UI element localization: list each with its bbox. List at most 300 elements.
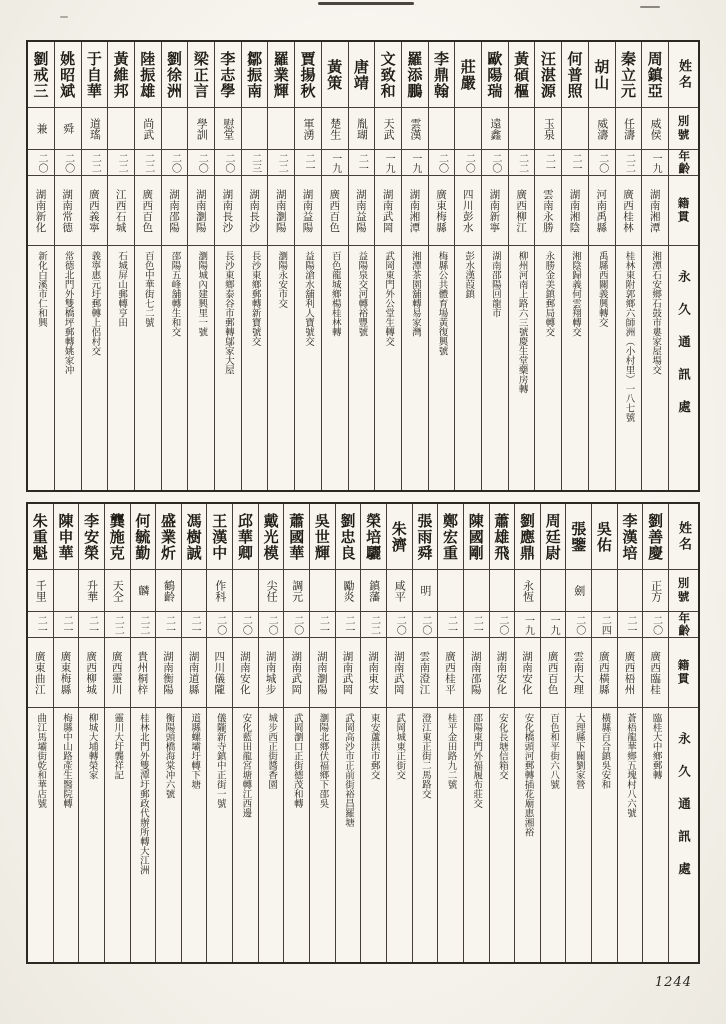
person-age xyxy=(188,150,214,176)
person-alias xyxy=(105,570,130,612)
person-native-text: 廣西百色 xyxy=(141,188,154,233)
person-alias xyxy=(295,108,321,150)
person-address-text: 柳州河南上路六三號慶生堂藥房轉 xyxy=(516,251,528,394)
person-alias xyxy=(242,108,268,150)
person-address-text: 武岡東門外公堂生轉交 xyxy=(383,251,395,346)
person-alias-text: 咸平 xyxy=(393,579,407,602)
person-address xyxy=(28,708,53,962)
person-native-text: 湖南瀏陽 xyxy=(315,650,328,695)
person-age xyxy=(643,612,668,638)
person-age xyxy=(156,612,181,638)
person-native xyxy=(310,638,335,708)
person-address-text: 彭水漢葭鎮 xyxy=(463,251,475,299)
header-label-alias xyxy=(669,570,698,612)
person-name-text: 蕭國華 xyxy=(287,512,306,561)
person-alias xyxy=(566,570,591,612)
person-name-text: 汪湛源 xyxy=(538,50,557,99)
person-address-text: 衡陽頭橋海棠冲六號 xyxy=(163,713,175,799)
person-age-text: 二〇 xyxy=(222,152,234,173)
person-address xyxy=(182,708,207,962)
person-alias xyxy=(535,108,561,150)
person-column xyxy=(181,504,207,962)
person-alias-text: 慰堂 xyxy=(221,117,235,140)
person-column xyxy=(294,42,321,490)
person-column xyxy=(28,42,54,490)
person-address xyxy=(54,708,79,962)
person-column xyxy=(155,504,181,962)
person-native-text: 湖南邵陽 xyxy=(469,650,482,695)
person-name-text: 黃策 xyxy=(325,58,344,91)
person-name-text: 盛業炘 xyxy=(159,512,177,561)
person-alias xyxy=(322,108,348,150)
person-name-text: 吳佑 xyxy=(594,520,613,553)
person-native-text: 湖南城步 xyxy=(264,650,277,695)
person-alias xyxy=(182,570,207,612)
person-alias xyxy=(162,108,188,150)
person-age xyxy=(413,612,438,638)
person-age-text: 二一 xyxy=(35,614,47,635)
person-column xyxy=(463,504,489,962)
person-age xyxy=(108,150,134,176)
person-alias-text: 升華 xyxy=(85,579,99,602)
person-alias xyxy=(375,108,401,150)
person-age-text: 二二 xyxy=(112,614,124,635)
person-age-text: 二〇 xyxy=(291,614,303,635)
person-alias xyxy=(509,108,535,150)
person-native xyxy=(642,176,668,246)
person-native-text: 湖南東安 xyxy=(367,650,380,695)
person-name xyxy=(566,504,591,570)
person-native xyxy=(541,638,566,708)
person-column xyxy=(437,504,463,962)
person-native xyxy=(413,638,438,708)
person-native xyxy=(349,176,375,246)
person-native xyxy=(429,176,455,246)
person-name xyxy=(592,504,617,570)
person-name-text: 劉善慶 xyxy=(646,512,665,561)
person-age-text: 二二 xyxy=(276,152,288,173)
person-age-text: 二一 xyxy=(356,152,368,173)
person-native xyxy=(402,176,428,246)
person-address-text: 安化藍田龍宮塘轉江西邊 xyxy=(240,713,252,818)
person-address xyxy=(135,246,161,490)
person-address-text: 安化橋頭河郵轉插花廟惠湘裕 xyxy=(522,713,534,837)
person-address xyxy=(589,246,615,490)
person-column xyxy=(561,42,588,490)
person-name-text: 賈揚秋 xyxy=(298,50,317,99)
person-age xyxy=(82,150,108,176)
person-name-text: 梁正言 xyxy=(191,50,210,99)
person-alias xyxy=(482,108,508,150)
person-native xyxy=(259,638,284,708)
person-name-text: 張雨舜 xyxy=(415,512,434,561)
person-column xyxy=(81,42,108,490)
person-name xyxy=(349,42,375,108)
person-column xyxy=(591,504,617,962)
person-alias-text: 學訓 xyxy=(195,117,209,140)
person-address xyxy=(28,246,54,490)
person-age xyxy=(589,150,615,176)
person-name-text: 黃維邦 xyxy=(111,50,130,99)
person-age-text: 一九 xyxy=(522,614,534,635)
person-address-text: 城步西正街醬香園 xyxy=(266,713,278,789)
person-native xyxy=(616,176,642,246)
header-label-age xyxy=(669,150,698,176)
person-name xyxy=(156,504,181,570)
person-age-text: 二〇 xyxy=(240,614,252,635)
person-age-text: 二〇 xyxy=(196,152,208,173)
person-native-text: 貴州桐梓 xyxy=(136,650,149,695)
person-alias-text: 道瑤 xyxy=(88,117,102,140)
person-native-text: 廣西柳江 xyxy=(515,188,528,233)
person-age-text: 二〇 xyxy=(214,614,226,635)
person-age-text: 二一 xyxy=(625,614,637,635)
person-address-text: 瀏陽永安市交 xyxy=(276,251,288,308)
person-name-text: 朱重魁 xyxy=(30,512,49,561)
person-address xyxy=(562,246,588,490)
person-alias xyxy=(259,570,284,612)
person-address xyxy=(349,246,375,490)
person-native-text: 廣西桂林 xyxy=(621,188,634,233)
person-address-text: 東安蘆洪市郵交 xyxy=(368,713,380,780)
person-address xyxy=(482,246,508,490)
person-native xyxy=(515,638,540,708)
person-age-text: 一九 xyxy=(329,152,341,173)
person-age xyxy=(28,612,53,638)
person-native xyxy=(592,638,617,708)
person-name-text: 唐靖 xyxy=(351,58,370,91)
person-name xyxy=(455,42,481,108)
person-name-text: 莊嚴 xyxy=(458,58,477,91)
person-alias xyxy=(642,108,668,150)
person-alias xyxy=(310,570,335,612)
header-label-age xyxy=(669,612,698,638)
person-name-text: 何普照 xyxy=(565,50,584,99)
person-native-text: 四川儀隴 xyxy=(213,650,226,695)
person-native xyxy=(207,638,232,708)
person-native xyxy=(54,638,79,708)
person-native-text: 廣西百色 xyxy=(328,188,341,233)
person-name xyxy=(82,42,108,108)
person-native-text: 湖南衡陽 xyxy=(162,650,174,695)
person-address-text: 靈川大圩龔祥記 xyxy=(112,713,124,780)
person-address xyxy=(535,246,561,490)
person-age-text: 二〇 xyxy=(266,614,278,635)
person-native xyxy=(562,176,588,246)
person-age xyxy=(295,150,321,176)
person-column xyxy=(134,42,161,490)
person-alias-text: 調元 xyxy=(290,579,304,602)
person-age-text: 二一 xyxy=(570,152,582,173)
person-age xyxy=(361,612,386,638)
person-age-text: 二二 xyxy=(623,152,635,173)
person-column xyxy=(401,42,428,490)
person-column xyxy=(508,42,535,490)
person-alias-text: 兼 xyxy=(34,123,48,134)
person-alias xyxy=(515,570,540,612)
person-address xyxy=(438,708,463,962)
person-age-text: 二一 xyxy=(303,152,314,173)
person-address xyxy=(242,246,268,490)
person-alias xyxy=(464,570,489,612)
header-label-native xyxy=(669,176,698,246)
person-name xyxy=(322,42,348,108)
person-name xyxy=(55,42,81,108)
person-age xyxy=(54,612,79,638)
person-native xyxy=(215,176,241,246)
person-name xyxy=(490,504,515,570)
person-name xyxy=(387,504,412,570)
person-address-text: 湘潭石安鄉石鼓市婁家屋場交 xyxy=(650,251,662,375)
person-name-text: 劉徐洲 xyxy=(164,50,183,99)
person-native-text: 湖南湘陰 xyxy=(568,188,581,233)
person-native xyxy=(108,176,134,246)
person-name xyxy=(642,42,668,108)
person-name xyxy=(242,42,268,108)
person-column xyxy=(161,42,188,490)
person-native-text: 廣東曲江 xyxy=(33,650,46,695)
header-label-address xyxy=(669,246,698,490)
person-name-text: 馮樹誠 xyxy=(184,512,203,561)
person-name-text: 何毓勤 xyxy=(133,512,152,561)
person-age-text: 一九 xyxy=(548,614,560,635)
person-name-text: 邱華卿 xyxy=(235,512,254,561)
person-address xyxy=(162,246,188,490)
person-native xyxy=(28,638,53,708)
person-name xyxy=(284,504,309,570)
person-address xyxy=(592,708,617,962)
person-native xyxy=(82,176,108,246)
person-address xyxy=(515,708,540,962)
header-label-native-text: 籍貫 xyxy=(676,659,691,686)
person-name-text: 戴光模 xyxy=(261,512,280,561)
person-native xyxy=(28,176,54,246)
header-label-alias-text: 別號 xyxy=(676,577,691,604)
person-age xyxy=(429,150,455,176)
person-alias xyxy=(592,570,617,612)
header-label-name-text: 姓名 xyxy=(676,520,691,553)
person-age-text: 二〇 xyxy=(436,152,448,173)
person-address xyxy=(455,246,481,490)
person-age xyxy=(642,150,668,176)
person-native xyxy=(643,638,668,708)
person-name xyxy=(162,42,188,108)
person-alias xyxy=(387,570,412,612)
directory-table-bottom xyxy=(26,502,700,964)
person-native xyxy=(387,638,412,708)
person-alias-text: 尖任 xyxy=(265,579,279,602)
person-alias xyxy=(349,108,375,150)
person-alias xyxy=(233,570,258,612)
person-address xyxy=(387,708,412,962)
person-address-text: 儀隴新寺鎮中正街一號 xyxy=(214,713,226,808)
person-age-text: 一九 xyxy=(383,152,395,173)
person-column xyxy=(104,504,130,962)
person-age-text: 二二 xyxy=(137,614,149,635)
person-native xyxy=(482,176,508,246)
person-alias xyxy=(402,108,428,150)
person-address-text: 梅縣中山路產生醫院轉 xyxy=(60,713,72,808)
person-name xyxy=(413,504,438,570)
person-address xyxy=(361,708,386,962)
person-age-text: 二〇 xyxy=(35,152,47,173)
person-age xyxy=(131,612,156,638)
person-age-text: 二一 xyxy=(342,614,354,635)
person-address-text: 瀏陽城內建興里一號 xyxy=(196,251,208,337)
person-address-text: 湖南邵陽回龍市 xyxy=(489,251,501,318)
person-age-text: 二一 xyxy=(445,614,457,635)
person-age-text: 一九 xyxy=(409,152,421,173)
person-column xyxy=(454,42,481,490)
person-name-text: 劉忠良 xyxy=(338,512,357,561)
person-address xyxy=(413,708,438,962)
person-name-text: 朱濟 xyxy=(389,520,408,553)
person-name xyxy=(28,504,53,570)
person-address xyxy=(105,708,130,962)
person-address-text: 安化長塘信箱交 xyxy=(496,713,508,780)
person-column xyxy=(53,504,79,962)
person-alias-text: 正方 xyxy=(649,579,663,602)
person-name-text: 劉應鼎 xyxy=(517,512,536,561)
person-age xyxy=(482,150,508,176)
person-address xyxy=(233,708,258,962)
person-native xyxy=(79,638,104,708)
person-native-text: 廣西柳城 xyxy=(85,650,98,695)
person-alias xyxy=(616,108,642,150)
person-age-text: 二二 xyxy=(116,152,128,173)
person-native xyxy=(618,638,643,708)
person-native-text: 湖南長沙 xyxy=(248,188,261,233)
person-address xyxy=(284,708,309,962)
person-age xyxy=(215,150,241,176)
person-age xyxy=(28,150,54,176)
person-alias xyxy=(562,108,588,150)
person-column xyxy=(481,42,508,490)
person-name xyxy=(464,504,489,570)
person-age-text: 二〇 xyxy=(596,152,608,173)
person-alias-text: 尚武 xyxy=(141,117,155,140)
person-name-text: 周廷尉 xyxy=(543,512,562,561)
person-address xyxy=(215,246,241,490)
person-name-text: 黃碩樞 xyxy=(512,50,531,99)
person-address-text: 邵陽東門外福履布莊交 xyxy=(471,713,483,808)
person-age xyxy=(336,612,361,638)
person-native xyxy=(284,638,309,708)
person-address-text: 百色中華街七二號 xyxy=(142,251,154,327)
person-address-text: 橫縣百合鎮吳安和 xyxy=(599,713,611,789)
person-address-text: 瀏陽北鄉伏福鄉下邵吳 xyxy=(317,713,329,808)
person-age xyxy=(464,612,489,638)
person-address xyxy=(55,246,81,490)
person-address xyxy=(336,708,361,962)
person-address xyxy=(402,246,428,490)
person-native-text: 湖南安化 xyxy=(520,650,533,695)
person-name xyxy=(336,504,361,570)
person-name-text: 陸振雄 xyxy=(138,50,157,99)
person-address-text: 曲江馬壩街乾和華店號 xyxy=(35,713,47,808)
person-age-text: 二〇 xyxy=(489,152,501,173)
person-alias-text: 玉泉 xyxy=(542,117,556,140)
person-name-text: 于自華 xyxy=(84,50,103,99)
person-column xyxy=(348,42,375,490)
person-name-text: 王漢中 xyxy=(210,512,229,561)
person-name-text: 龔施克 xyxy=(107,512,126,561)
person-alias-text: 明 xyxy=(418,585,432,596)
person-column xyxy=(258,504,284,962)
person-address-text: 柳城大埔轉榮家 xyxy=(86,713,98,780)
person-name xyxy=(135,42,161,108)
person-alias-text: 軍湧 xyxy=(302,117,315,140)
person-age xyxy=(490,612,515,638)
person-column xyxy=(321,42,348,490)
person-address-text: 長沙東鄉郵轉新寶號交 xyxy=(249,251,261,346)
person-alias xyxy=(336,570,361,612)
header-label-name-text: 姓名 xyxy=(676,58,691,91)
person-column xyxy=(642,504,668,962)
person-alias xyxy=(207,570,232,612)
person-address-text: 益陽泉交河轉裕豐號 xyxy=(356,251,368,337)
person-name xyxy=(361,504,386,570)
person-name xyxy=(233,504,258,570)
person-name-text: 張鑒 xyxy=(569,520,588,553)
person-column xyxy=(232,504,258,962)
person-native xyxy=(135,176,161,246)
person-name-text: 羅添鵬 xyxy=(405,50,424,99)
person-name xyxy=(54,504,79,570)
person-age-text: 二一 xyxy=(471,614,483,635)
person-alias xyxy=(618,570,643,612)
person-age xyxy=(79,612,104,638)
person-column xyxy=(206,504,232,962)
person-age xyxy=(541,612,566,638)
person-age xyxy=(535,150,561,176)
person-age xyxy=(233,612,258,638)
person-native-text: 湖南道縣 xyxy=(187,650,200,695)
person-name xyxy=(268,42,294,108)
person-alias xyxy=(413,570,438,612)
person-column xyxy=(283,504,309,962)
person-column xyxy=(534,42,561,490)
person-name-text: 李志學 xyxy=(218,50,237,99)
person-column xyxy=(489,504,515,962)
person-age xyxy=(182,612,207,638)
person-age-text: 二〇 xyxy=(463,152,475,173)
person-alias xyxy=(108,108,134,150)
person-native xyxy=(589,176,615,246)
person-alias-text: 永恆 xyxy=(521,579,535,602)
person-age xyxy=(207,612,232,638)
person-name xyxy=(562,42,588,108)
person-address xyxy=(207,708,232,962)
person-native-text: 雲南大理 xyxy=(572,650,585,695)
person-address xyxy=(310,708,335,962)
person-age-text: 二一 xyxy=(317,614,329,635)
person-address-text: 邵陽五峰舖轉生和交 xyxy=(169,251,181,337)
person-name-text: 鄒振南 xyxy=(245,50,264,99)
person-address xyxy=(618,708,643,962)
header-label-native xyxy=(669,638,698,708)
person-alias xyxy=(429,108,455,150)
person-name xyxy=(541,504,566,570)
header-label-name xyxy=(669,504,698,570)
person-native xyxy=(162,176,188,246)
person-address-text: 武岡城東正街交 xyxy=(394,713,406,780)
person-name xyxy=(79,504,104,570)
person-address xyxy=(108,246,134,490)
person-address-text: 澄江東正街二馬路交 xyxy=(419,713,431,799)
person-name-text: 陳申華 xyxy=(56,512,75,561)
person-address xyxy=(566,708,591,962)
